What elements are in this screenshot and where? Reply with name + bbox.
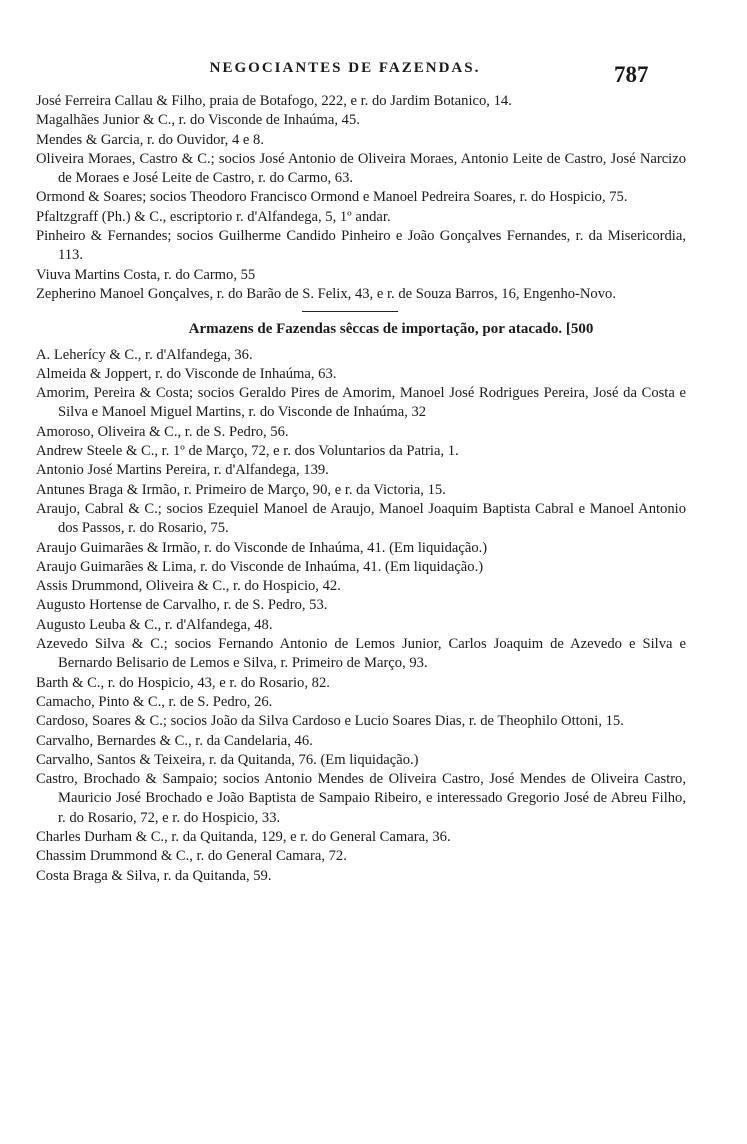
list-entry: Barth & C., r. do Hospicio, 43, e r. do Rosario, 82.	[36, 674, 330, 691]
page-number: 787	[614, 62, 649, 87]
list-entry: Ormond & Soares; socios Theodoro Francisco Ormond e Manoel Pedreira Soares, r. do Hospicio, 75.	[36, 189, 628, 206]
list-entry: Oliveira Moraes, Castro & C.; socios José Antonio de Oliveira Moraes, Antonio Leite de Castro, José Narcizo de Moraes e José Leite de Castro, r. do Carmo, 63.	[36, 150, 686, 187]
list-entry: José Ferreira Callau & Filho, praia de Botafogo, 222, e r. do Jardim Botanico, 14.	[36, 93, 512, 109]
entries-top-list	[36, 92, 686, 304]
list-entry: Pfaltzgraff (Ph.) & C., escriptorio r. d'Alfandega, 5, 1º andar.	[36, 208, 391, 225]
list-entry: Antonio José Martins Pereira, r. d'Alfandega, 139.	[36, 462, 329, 479]
running-title: NEGOCIANTES DE FAZENDAS.	[209, 60, 481, 76]
list-entry: A. Leherícy & C., r. d'Alfandega, 36.	[36, 346, 253, 363]
list-entry: Camacho, Pinto & C., r. de S. Pedro, 26.	[36, 693, 273, 710]
section-divider	[302, 311, 398, 312]
list-entry: Cardoso, Soares & C.; socios João da Silva Cardoso e Lucio Soares Dias, r. de Theophilo Ottoni, 15.	[36, 713, 624, 730]
section-heading: Armazens de Fazendas sêccas de importação, por atacado. [500	[188, 321, 594, 338]
list-entry: Carvalho, Bernardes & C., r. da Candelaria, 46.	[36, 732, 313, 749]
list-entry: Mendes & Garcia, r. do Ouvidor, 4 e 8.	[36, 131, 264, 148]
list-entry: Assis Drummond, Oliveira & C., r. do Hospicio, 42.	[36, 578, 341, 595]
list-entry: Carvalho, Santos & Teixeira, r. da Quitanda, 76. (Em liquidação.)	[36, 751, 419, 768]
list-entry: Costa Braga & Silva, r. da Quitanda, 59.	[36, 867, 272, 884]
list-entry: Chassim Drummond & C., r. do General Camara, 72.	[36, 848, 347, 865]
list-entry: Viuva Martins Costa, r. do Carmo, 55	[36, 266, 256, 283]
list-entry: Araujo Guimarães & Lima, r. do Visconde de Inhaúma, 41. (Em liquidação.)	[36, 558, 484, 575]
list-entry: Antunes Braga & Irmão, r. Primeiro de Março, 90, e r. da Victoria, 15.	[36, 481, 446, 498]
list-entry: Araujo Guimarães & Irmão, r. do Visconde de Inhaúma, 41. (Em liquidação.)	[36, 539, 488, 556]
list-entry: Pinheiro & Fernandes; socios Guilherme Candido Pinheiro e João Gonçalves Fernandes, r. da Misericordia, 113.	[36, 228, 686, 264]
list-entry: Araujo, Cabral & C.; socios Ezequiel Manoel de Araujo, Manoel Joaquim Baptista Cabral e Manoel Antonio dos Passos, r. do Rosario, 75.	[36, 500, 686, 537]
list-entry: Magalhães Junior & C., r. do Visconde de Inhaúma, 45.	[36, 112, 360, 129]
list-entry: Amoroso, Oliveira & C., r. de S. Pedro, 56.	[36, 423, 289, 440]
list-entry: Castro, Brochado & Sampaio; socios Antonio Mendes de Oliveira Castro, José Mendes de Oliveira Castro, Mauricio José Brochado e João Baptista de Sampaio Ribeiro, e interessado Gregorio José de Abreu Filho, r. do Rosario, 72, e r. do Hospicio, 33.	[36, 771, 686, 826]
entries-bottom-list	[36, 346, 686, 886]
list-entry: Almeida & Joppert, r. do Visconde de Inhaúma, 63.	[36, 365, 337, 382]
list-entry: Augusto Hortense de Carvalho, r. de S. Pedro, 53.	[36, 597, 328, 614]
list-entry: Andrew Steele & C., r. 1º de Março, 72, e r. dos Voluntarios da Patria, 1.	[36, 443, 459, 460]
list-entry: Zepherino Manoel Gonçalves, r. do Barão de S. Felix, 43, e r. de Souza Barros, 16, Engenho-Novo.	[36, 285, 616, 302]
list-entry: Augusto Leuba & C., r. d'Alfandega, 48.	[36, 616, 273, 633]
list-entry: Amorim, Pereira & Costa; socios Geraldo Pires de Amorim, Manoel José Rodrigues Pereira, José da Costa e Silva e Manoel Miguel Martins, r. do Visconde de Inhaúma, 32	[36, 385, 686, 421]
page-body	[36, 92, 686, 886]
list-entry: Charles Durham & C., r. da Quitanda, 129, e r. do General Camara, 36.	[36, 828, 451, 845]
list-entry: Azevedo Silva & C.; socios Fernando Antonio de Lemos Junior, Carlos Joaquim de Azevedo e Silva e Bernardo Belisario de Lemos e Silva, r. Primeiro de Março, 93.	[36, 636, 686, 672]
